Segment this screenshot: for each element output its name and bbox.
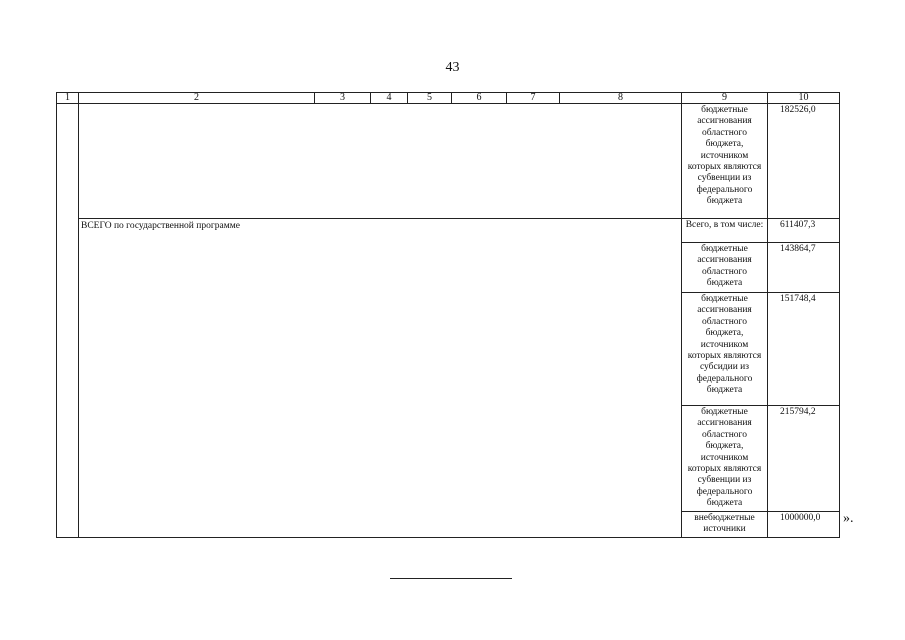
column-header: 4 bbox=[371, 93, 408, 104]
funding-source-cell: внебюджетные источники bbox=[682, 511, 768, 537]
column-header: 3 bbox=[315, 93, 371, 104]
program-funding-table bbox=[56, 92, 840, 538]
row-number-cell bbox=[57, 104, 79, 538]
column-header: 7 bbox=[507, 93, 560, 104]
amount-cell: 151748,4 bbox=[768, 293, 840, 406]
amount-cell: 215794,2 bbox=[768, 406, 840, 512]
amount-cell: 182526,0 bbox=[768, 104, 840, 219]
funding-source-cell: бюджетные ассигнования областного бюджета, источником которых являются субвенции из федерального бюджета bbox=[682, 406, 768, 512]
footnote-divider bbox=[390, 578, 512, 579]
column-header: 1 bbox=[57, 93, 79, 104]
column-number-row bbox=[57, 93, 840, 104]
funding-source-cell: бюджетные ассигнования областного бюджета, источником которых являются субвенции из федерального бюджета bbox=[682, 104, 768, 219]
column-header: 6 bbox=[452, 93, 507, 104]
column-header: 10 bbox=[768, 93, 840, 104]
closing-quote-mark: ». bbox=[843, 511, 854, 526]
table-row bbox=[57, 219, 840, 243]
funding-source-cell: Всего, в том числе: bbox=[682, 219, 768, 243]
total-label: ВСЕГО по государственной программе bbox=[79, 219, 682, 538]
amount-cell: 143864,7 bbox=[768, 243, 840, 293]
table-row bbox=[57, 104, 840, 219]
column-header: 9 bbox=[682, 93, 768, 104]
column-header: 2 bbox=[79, 93, 315, 104]
funding-source-cell: бюджетные ассигнования областного бюджета, источником которых являются субсидии из федерального бюджета bbox=[682, 293, 768, 406]
amount-cell: 1000000,0 bbox=[768, 511, 840, 537]
column-header: 8 bbox=[560, 93, 682, 104]
column-header: 5 bbox=[408, 93, 452, 104]
row-description-cell bbox=[79, 104, 682, 219]
page-number: 43 bbox=[445, 60, 460, 75]
amount-cell: 611407,3 bbox=[768, 219, 840, 243]
funding-source-cell: бюджетные ассигнования областного бюджета bbox=[682, 243, 768, 293]
